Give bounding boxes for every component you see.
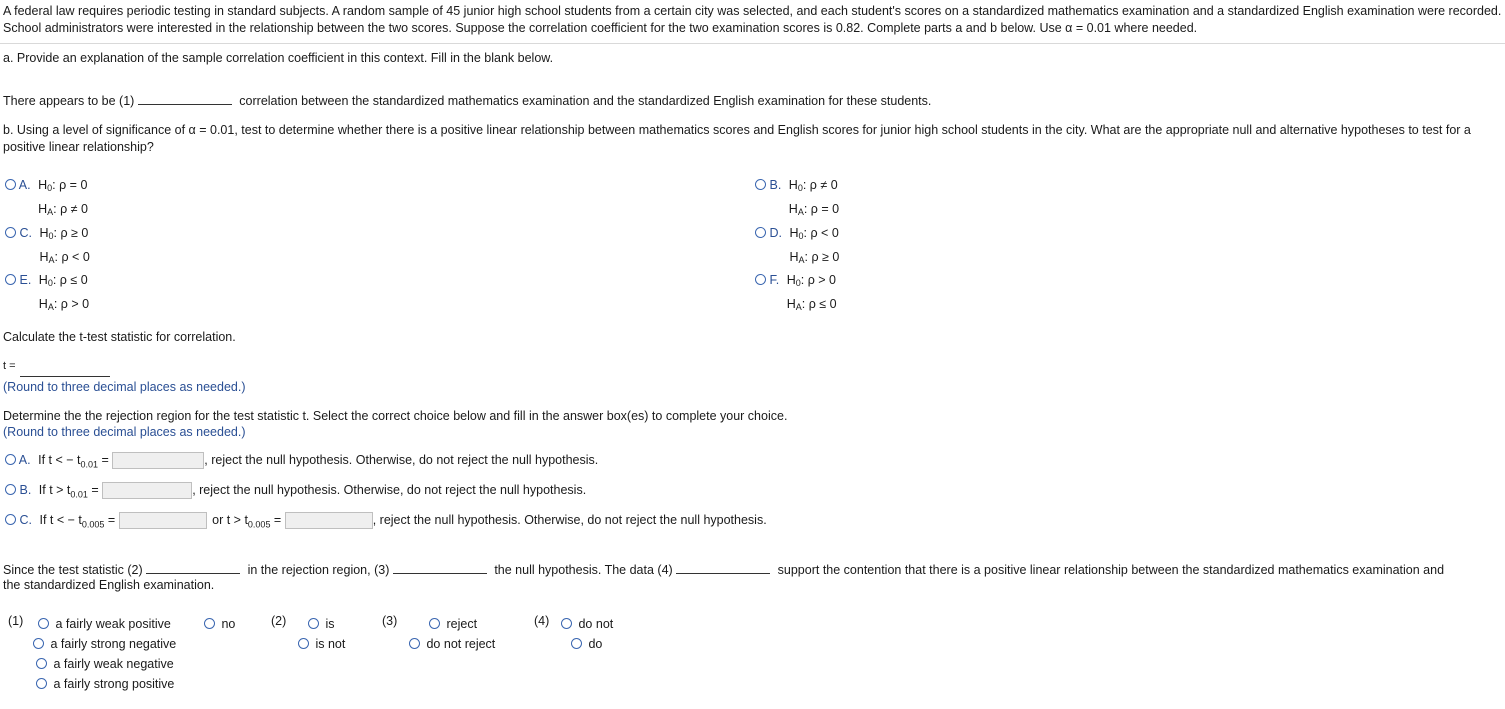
- option-letter: B.: [19, 482, 32, 497]
- blank-3[interactable]: [393, 562, 487, 574]
- radio-region-c[interactable]: [5, 514, 16, 525]
- h0-sub: 0: [798, 231, 804, 241]
- region-round-note: (Round to three decimal places as needed.): [3, 425, 246, 439]
- option-a-fairly-weak-positive[interactable]: [38, 614, 176, 634]
- radio-hypothesis-c[interactable]: [5, 227, 16, 238]
- option-label: a fairly strong positive: [53, 677, 175, 691]
- h0-sub: 0: [47, 278, 53, 288]
- group-3-label: (3): [382, 614, 398, 628]
- radio-g3-0[interactable]: [429, 618, 440, 629]
- problem-statement: A federal law requires periodic testing in standard subjects. A random sample of 45 junior high school students from a certain city was selected, and each student's scores on a standardized mathematics examination and a standardized English examination were recorded. School administrators were interested in the relationship between the two scores. Suppose the correlation coefficient for the two examination scores is 0.82. Complete parts a and b below. Use α = 0.01 where needed.: [3, 4, 1502, 35]
- ha-label: H: [788, 202, 798, 216]
- ha-sub: A: [795, 302, 802, 312]
- ha-label: H: [38, 202, 48, 216]
- region-c-eq: =: [104, 512, 116, 527]
- conclusion-part-5: the standardized English examination.: [3, 578, 215, 592]
- region-c-pre: If t < − t: [39, 512, 82, 527]
- region-c-sub2: 0.005: [247, 519, 271, 530]
- region-b-post: , reject the null hypothesis. Otherwise, do not reject the null hypothesis.: [192, 482, 587, 497]
- region-c-sub: 0.005: [81, 519, 105, 530]
- ha-text: : ρ ≤ 0: [801, 297, 837, 311]
- h0-text: : ρ ≤ 0: [52, 273, 88, 287]
- option-letter: D.: [769, 226, 782, 240]
- critical-value-input-b[interactable]: [102, 482, 192, 499]
- region-prompt: Determine the the rejection region for the test statistic t. Select the correct choice below and fill in the answer box(es) to complete your choice.: [3, 409, 788, 423]
- h0-sub: 0: [47, 183, 53, 193]
- radio-hypothesis-d[interactable]: [755, 227, 766, 238]
- h0-text: : ρ ≥ 0: [53, 226, 89, 240]
- ha-label: H: [38, 297, 48, 311]
- option-do-not-reject[interactable]: [409, 634, 495, 654]
- option-label: do not reject: [426, 637, 496, 651]
- critical-value-input-c-lower[interactable]: [119, 512, 207, 529]
- option-letter: F.: [769, 273, 780, 287]
- conclusion-line: [3, 562, 1444, 577]
- conclusion-part-1: Since the test statistic (2): [3, 563, 143, 577]
- region-a-pre: If t < − t: [38, 452, 81, 467]
- option-label: do not: [578, 617, 614, 631]
- critical-value-input-a[interactable]: [112, 452, 204, 469]
- option-label: no: [221, 617, 236, 631]
- region-a-eq: =: [98, 452, 109, 467]
- region-a-post: , reject the null hypothesis. Otherwise, do not reject the null hypothesis.: [204, 452, 599, 467]
- group-3-options: [409, 614, 495, 654]
- radio-g4-0[interactable]: [561, 618, 572, 629]
- part-a-text-before: There appears to be (1): [3, 94, 135, 108]
- ha-sub: A: [798, 255, 805, 265]
- ha-label: H: [789, 250, 799, 264]
- option-do-not[interactable]: [561, 614, 613, 634]
- option-reject[interactable]: [429, 614, 495, 634]
- radio-hypothesis-b[interactable]: [755, 179, 766, 190]
- h0-sub: 0: [797, 183, 803, 193]
- ha-text: : ρ ≥ 0: [804, 250, 840, 264]
- option-a-fairly-strong-negative[interactable]: [33, 634, 176, 654]
- hypothesis-option-f[interactable]: [755, 270, 837, 318]
- h0-label: H: [786, 273, 796, 287]
- ha-sub: A: [47, 302, 54, 312]
- option-is[interactable]: [308, 614, 345, 634]
- option-letter: C.: [19, 512, 32, 527]
- blank-1[interactable]: [138, 93, 232, 105]
- region-a-sub: 0.01: [80, 459, 99, 470]
- part-b-prompt: b. Using a level of significance of α = 0.01, test to determine whether there is a positive linear relationship between mathematics scores and English scores for junior high school students in the city. What are the appropriate null and alternative hypotheses to test for a positive linear relationship?: [3, 123, 1471, 154]
- option-label: is: [325, 617, 335, 631]
- radio-region-a[interactable]: [5, 454, 16, 465]
- t-label: t =: [3, 360, 16, 372]
- group-2-label: (2): [271, 614, 287, 628]
- h0-label: H: [788, 178, 798, 192]
- ha-sub: A: [48, 255, 55, 265]
- ha-label: H: [39, 250, 49, 264]
- radio-g1-2[interactable]: [36, 658, 47, 669]
- hypothesis-option-c[interactable]: [5, 223, 90, 271]
- t-statistic-input[interactable]: [20, 361, 110, 377]
- radio-g1-4[interactable]: [204, 618, 215, 629]
- region-c-mid: or t > t: [212, 512, 248, 527]
- option-do[interactable]: [571, 634, 613, 654]
- group-2-options: [298, 614, 345, 654]
- h0-label: H: [789, 226, 799, 240]
- option-letter: B.: [769, 178, 782, 192]
- h0-label: H: [39, 226, 49, 240]
- region-b-eq: =: [87, 482, 99, 497]
- conclusion-part-3: the null hypothesis. The data (4): [494, 563, 673, 577]
- option-label: a fairly strong negative: [50, 637, 177, 651]
- blank-2[interactable]: [146, 562, 240, 574]
- ha-text: : ρ ≠ 0: [53, 202, 88, 216]
- h0-text: : ρ > 0: [800, 273, 837, 287]
- radio-g1-3[interactable]: [36, 678, 47, 689]
- h0-text: : ρ = 0: [52, 178, 88, 192]
- hypothesis-option-a[interactable]: [5, 175, 88, 223]
- option-no[interactable]: [204, 614, 235, 634]
- region-c-eq2: =: [270, 512, 282, 527]
- radio-hypothesis-f[interactable]: [755, 274, 766, 285]
- group-4-label: (4): [534, 614, 550, 628]
- part-a-text-after: correlation between the standardized mathematics examination and the standardized English examination for these students.: [239, 94, 932, 108]
- region-c-post: , reject the null hypothesis. Otherwise, do not reject the null hypothesis.: [372, 512, 767, 527]
- ha-text: : ρ = 0: [803, 202, 840, 216]
- blank-4[interactable]: [676, 562, 770, 574]
- ha-label: H: [786, 297, 796, 311]
- h0-label: H: [38, 273, 48, 287]
- option-letter: A.: [18, 178, 31, 192]
- radio-g2-1[interactable]: [298, 638, 309, 649]
- hypothesis-option-e[interactable]: [5, 270, 89, 318]
- option-letter: C.: [19, 226, 32, 240]
- radio-g4-1[interactable]: [571, 638, 582, 649]
- h0-text: : ρ < 0: [803, 226, 839, 240]
- hypothesis-option-b[interactable]: [755, 175, 839, 223]
- option-label: a fairly weak positive: [55, 617, 171, 631]
- option-label: reject: [446, 617, 478, 631]
- group-1-label: (1): [8, 614, 24, 628]
- option-label: do: [588, 637, 603, 651]
- option-label: is not: [315, 637, 346, 651]
- conclusion-part-4: support the contention that there is a positive linear relationship between the standardized mathematics examination and: [777, 563, 1445, 577]
- part-a-prompt: a. Provide an explanation of the sample correlation coefficient in this context. Fill in the blank below.: [3, 51, 554, 65]
- calc-prompt: Calculate the t-test statistic for correlation.: [3, 330, 236, 344]
- option-letter: A.: [18, 452, 31, 467]
- radio-hypothesis-e[interactable]: [5, 274, 16, 285]
- part-a-sentence: [3, 93, 931, 108]
- option-letter: E.: [19, 273, 32, 287]
- h0-label: H: [38, 178, 48, 192]
- radio-g3-1[interactable]: [409, 638, 420, 649]
- h0-text: : ρ ≠ 0: [802, 178, 838, 192]
- ha-text: : ρ > 0: [53, 297, 90, 311]
- radio-g1-1[interactable]: [33, 638, 44, 649]
- radio-g2-0[interactable]: [308, 618, 319, 629]
- round-note: (Round to three decimal places as needed.): [3, 380, 246, 394]
- hypothesis-option-d[interactable]: [755, 223, 839, 271]
- ha-text: : ρ < 0: [54, 250, 90, 264]
- region-b-pre: If t > t: [38, 482, 71, 497]
- option-a-fairly-weak-negative[interactable]: [36, 654, 176, 674]
- ha-sub: A: [47, 207, 54, 217]
- conclusion-part-2: in the rejection region, (3): [247, 563, 390, 577]
- radio-hypothesis-a[interactable]: [5, 179, 16, 190]
- region-option-c[interactable]: [5, 512, 767, 529]
- radio-region-b[interactable]: [5, 484, 16, 495]
- h0-sub: 0: [48, 231, 54, 241]
- radio-g1-0[interactable]: [38, 618, 49, 629]
- divider: [0, 43, 1505, 44]
- group-4-options: [561, 614, 613, 654]
- option-is-not[interactable]: [298, 634, 345, 654]
- option-a-fairly-strong-positive[interactable]: [36, 674, 176, 694]
- region-option-b[interactable]: [5, 482, 586, 499]
- ha-sub: A: [797, 207, 804, 217]
- region-option-a[interactable]: [5, 452, 598, 469]
- option-label: a fairly weak negative: [53, 657, 174, 671]
- h0-sub: 0: [795, 278, 801, 288]
- critical-value-input-c-upper[interactable]: [285, 512, 373, 529]
- region-b-sub: 0.01: [70, 489, 88, 500]
- group-1-options: [38, 614, 176, 694]
